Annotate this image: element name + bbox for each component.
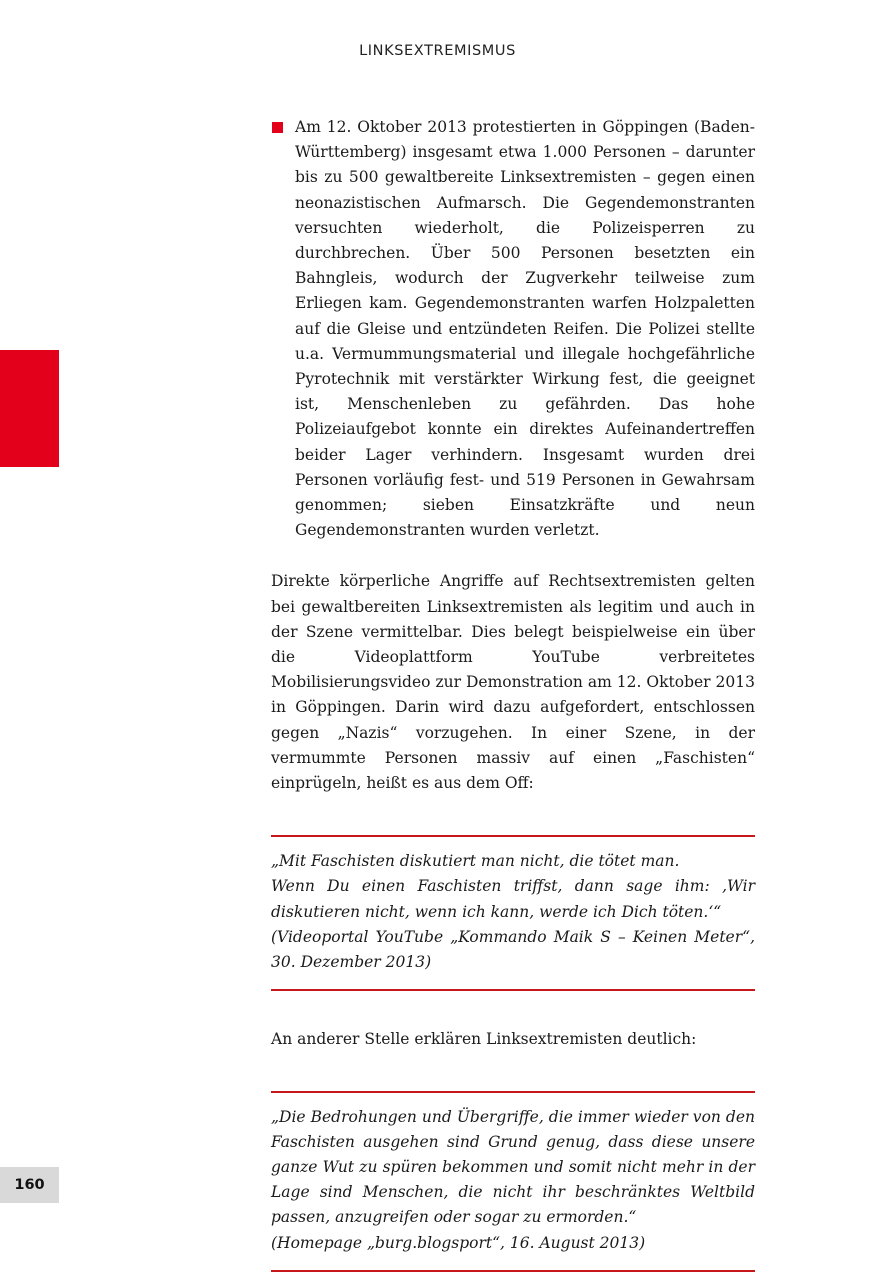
bullet-item xyxy=(271,115,755,543)
quote-box xyxy=(271,1091,755,1272)
page-number-label: 160 xyxy=(14,1177,45,1193)
bullet-item-text: Am 12. Oktober 2013 protestierten in Göppingen (Baden-Württemberg) insgesamt etwa 1.000 Personen – darunter bis zu 500 gewaltbereite Linksextremisten – gegen einen neonazistischen Aufmarsch. Die Gegendemonstranten versuchten wiederholt, die Polizeisperren zu durchbrechen. Über 500 Personen besetzten ein Bahngleis, wodurch der Zugverkehr teilweise zum Erliegen kam. Gegendemonstranten warfen Holzpaletten auf die Gleise und entzündeten Reifen. Die Polizei stellte u.a. Vermummungsmaterial und illegale hochgefährliche Pyrotechnik mit verstärkter Wirkung fest, die geeignet ist, Menschenleben zu gefährden. Das hohe Polizeiaufgebot konnte ein direktes Aufeinandertreffen beider Lager verhindern. Insgesamt wurden drei Personen vorläufig fest- und 519 Personen in Gewahrsam genommen; sieben Einsatzkräfte und neun Gegendemonstranten wurden verletzt. xyxy=(295,118,755,540)
body-paragraph: Direkte körperliche Angriffe auf Rechtsextremisten gelten bei gewaltbereiten Linksextremisten als legitim und auch in der Szene vermittelbar. Dies belegt beispielweise ein über die Videoplattform YouTube verbreitetes Mobilisierungsvideo zur Demonstration am 12. Oktober 2013 in Göppingen. Darin wird dazu aufgefordert, entschlossen gegen „Nazis“ vorzugehen. In einer Szene, in der vermummte Personen massiv auf einen „Faschisten“ einprügeln, heißt es aus dem Off: xyxy=(271,572,755,793)
quote-line: Wenn Du einen Faschisten triffst, dann sage ihm: ‚Wir diskutieren nicht, wenn ich kann, werde ich Dich töten.‘“ xyxy=(271,877,755,921)
bullet-square-icon xyxy=(272,122,283,133)
page-number xyxy=(0,1167,59,1203)
body-paragraph: An anderer Stelle erklären Linksextremisten deutlich: xyxy=(271,1030,697,1049)
quote-source: (Homepage „burg.blogsport“, 16. August 2013) xyxy=(271,1233,646,1252)
page-content xyxy=(271,115,755,1272)
quote-source: (Videoportal YouTube „Kommando Maik S – Keinen Meter“, 30. Dezember 2013) xyxy=(271,927,755,972)
chapter-side-tab xyxy=(0,350,59,467)
running-title: LINKSEXTREMISMUS xyxy=(359,43,516,59)
quote-text: „Die Bedrohungen und Übergriffe, die immer wieder von den Faschisten ausgehen sind Grund genug, dass diese unsere ganze Wut zu spüren bekommen und somit nicht mehr in der Lage sind Menschen, die nicht ihr beschränktes Weltbild passen, anzugreifen oder sogar zu ermorden.“ xyxy=(271,1107,755,1227)
quote-line: „Mit Faschisten diskutiert man nicht, die tötet man. xyxy=(271,852,680,871)
quote-box xyxy=(271,835,755,991)
